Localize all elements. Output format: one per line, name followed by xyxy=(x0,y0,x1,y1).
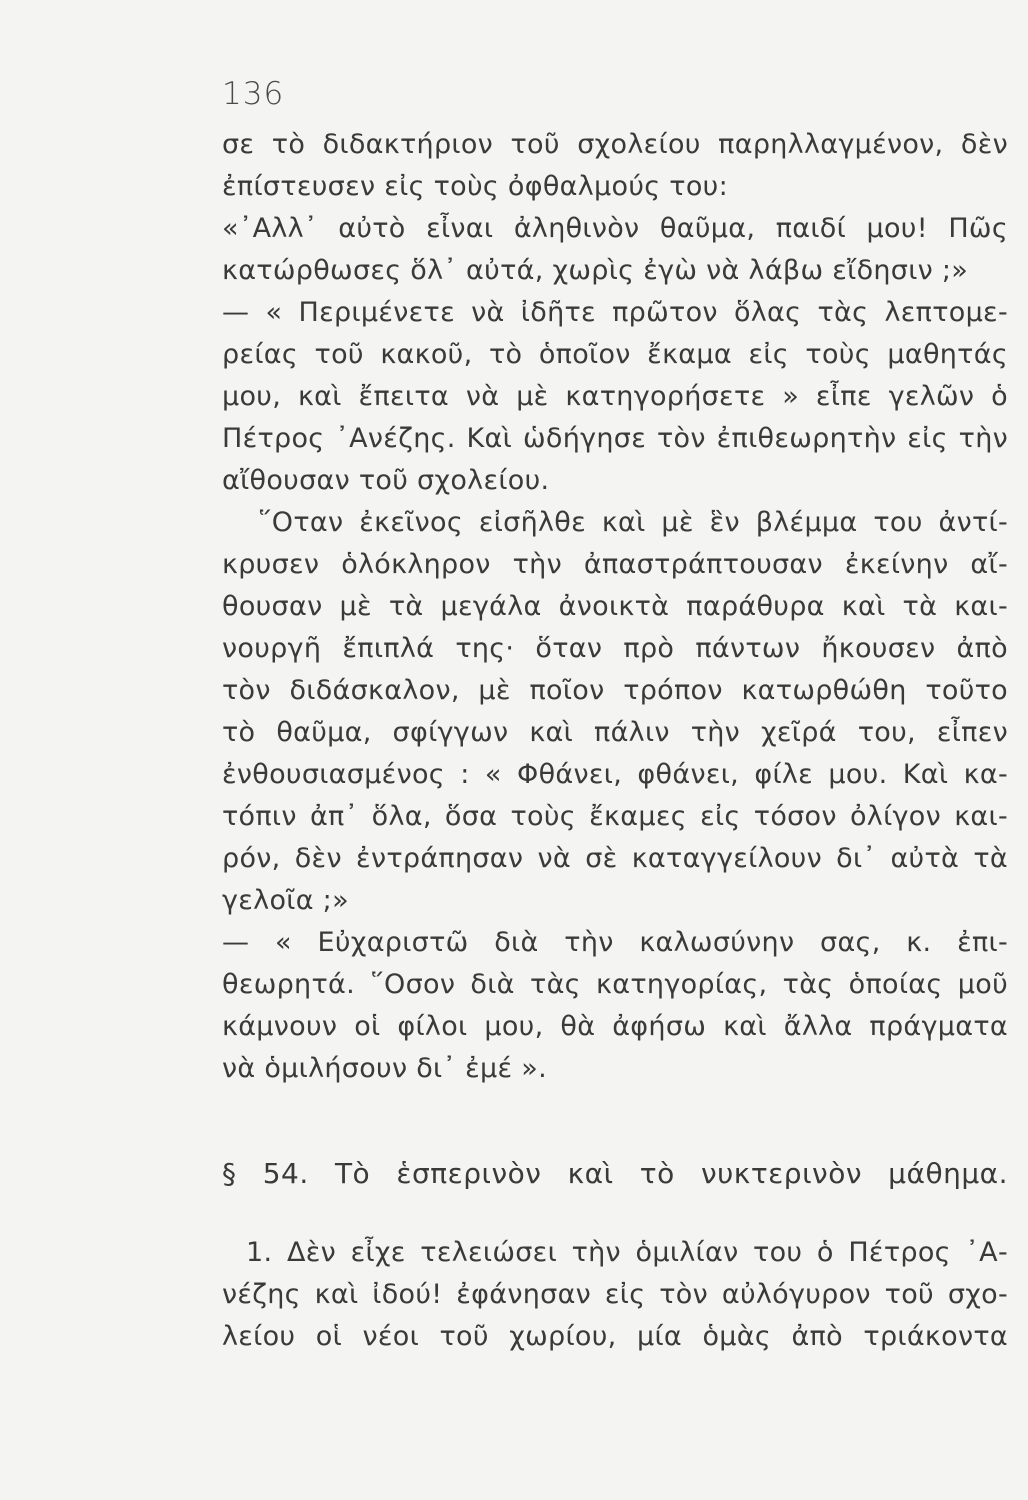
text-line: μου, καὶ ἔπειτα νὰ μὲ κατηγορήσετε » εἶπε γελῶν ὁ xyxy=(222,381,1008,412)
text-line: «᾿Αλλ᾿ αὐτὸ εἶναι ἀληθινὸν θαῦμα, παιδί μου! Πῶς xyxy=(222,213,1008,244)
text-line: ρείας τοῦ κακοῦ, τὸ ὁποῖον ἔκαμα εἰς τοὺς μαθητάς xyxy=(222,339,1008,370)
text-line: λείου οἱ νέοι τοῦ χωρίου, μία ὁμὰς ἀπὸ τριάκοντα xyxy=(222,1321,1008,1352)
text-line: θεωρητά. ῞Οσον διὰ τὰς κατηγορίας, τὰς ὁποίας μοῦ xyxy=(222,969,1008,1000)
text-line: 1. Δὲν εἶχε τελειώσει τὴν ὁμιλίαν του ὁ Πέτρος ᾿Α- xyxy=(246,1237,1008,1268)
text-line: τὸ θαῦμα, σφίγγων καὶ πάλιν τὴν χεῖρά του, εἶπεν xyxy=(222,717,1008,748)
section-heading: § 54. Τὸ ἑσπερινὸν καὶ τὸ νυκτερινὸν μάθημα. xyxy=(222,1157,1008,1190)
text-line: ῞Οταν ἐκεῖνος εἰσῆλθε καὶ μὲ ἓν βλέμμα του ἀντί- xyxy=(258,507,1008,538)
text-line: τὸν διδάσκαλον, μὲ ποῖον τρόπον κατωρθώθη τοῦτο xyxy=(222,675,1008,706)
text-line: Πέτρος ᾿Ανέζης. Καὶ ὡδήγησε τὸν ἐπιθεωρητὴν εἰς τὴν xyxy=(222,423,1008,454)
text-line: νὰ ὁμιλήσουν δι᾿ ἐμέ ». xyxy=(222,1053,547,1084)
text-line: νουργῆ ἔπιπλά της· ὅταν πρὸ πάντων ἤκουσεν ἀπὸ xyxy=(222,633,1008,664)
text-line: ἐνθουσιασμένος : « Φθάνει, φθάνει, φίλε μου. Καὶ κα- xyxy=(222,759,1008,790)
text-line: θουσαν μὲ τὰ μεγάλα ἀνοικτὰ παράθυρα καὶ τὰ και- xyxy=(222,591,1008,622)
text-line: νέζης καὶ ἰδού! ἐφάνησαν εἰς τὸν αὐλόγυρον τοῦ σχο- xyxy=(222,1279,1008,1310)
text-line: ρόν, δὲν ἐντράπησαν νὰ σὲ καταγγείλουν δι᾿ αὐτὰ τὰ xyxy=(222,843,1008,874)
text-line: κατώρθωσες ὅλ᾿ αὐτά, χωρὶς ἐγὼ νὰ λάβω εἴδησιν ;» xyxy=(222,255,969,286)
text-line: κάμνουν οἱ φίλοι μου, θὰ ἀφήσω καὶ ἄλλα πράγματα xyxy=(222,1011,1008,1042)
text-line: σε τὸ διδακτήριον τοῦ σχολείου παρηλλαγμένον, δὲν xyxy=(222,129,1008,160)
text-line: αἴθουσαν τοῦ σχολείου. xyxy=(222,465,550,496)
text-line: — « Εὐχαριστῶ διὰ τὴν καλωσύνην σας, κ. ἐπι- xyxy=(222,927,1008,958)
text-line: τόπιν ἀπ᾿ ὅλα, ὅσα τοὺς ἔκαμες εἰς τόσον ὀλίγον και- xyxy=(222,801,1008,832)
page-number: 136 xyxy=(222,76,285,112)
text-line: γελοῖα ;» xyxy=(222,885,349,916)
text-line: κρυσεν ὁλόκληρον τὴν ἀπαστράπτουσαν ἐκείνην αἴ- xyxy=(222,549,1008,580)
text-line: ἐπίστευσεν εἰς τοὺς ὀφθαλμούς του: xyxy=(222,171,728,202)
text-line: — « Περιμένετε νὰ ἰδῆτε πρῶτον ὅλας τὰς λεπτομε- xyxy=(222,297,1008,328)
